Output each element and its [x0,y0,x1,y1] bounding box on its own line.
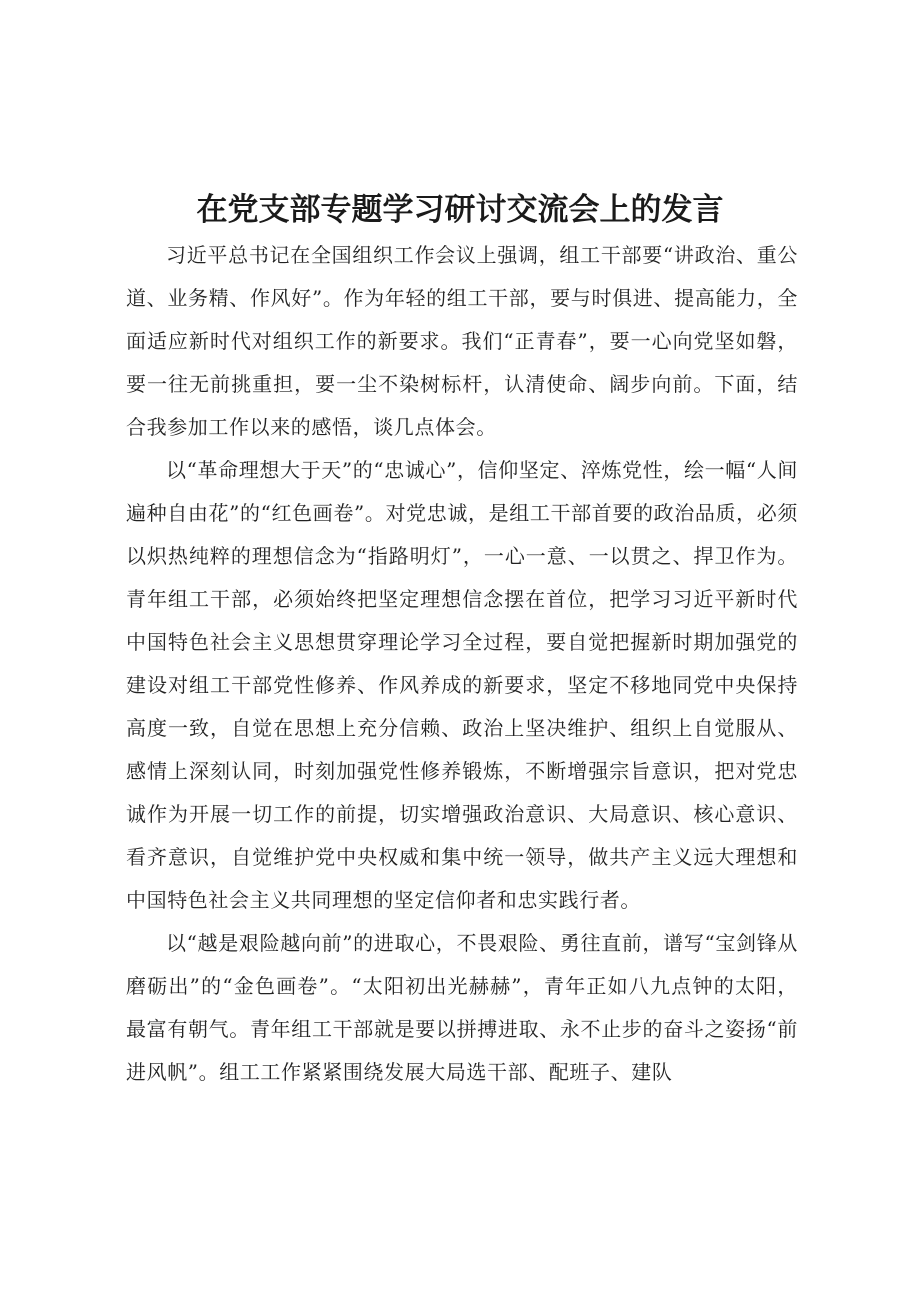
paragraph-3: 以“越是艰险越向前”的进取心，不畏艰险、勇往直前，谱写“宝剑锋从磨砺出”的“金色画卷”。“太阳初出光赫赫”，青年正如八九点钟的太阳，最富有朝气。青年组工干部就是要以拼搏进取、永不止步的奋斗之姿扬“前进风帆”。组工工作紧紧围绕发展大局选干部、配班子、建队 [126,931,798,1084]
document-body [126,234,798,1094]
paragraph-1: 习近平总书记在全国组织工作会议上强调，组工干部要“讲政治、重公道、业务精、作风好”。作为年轻的组工干部，要与时俱进、提高能力，全面适应新时代对组织工作的新要求。我们“正青春”，要一心向党坚如磐，要一往无前挑重担，要一尘不染树标杆，认清使命、阔步向前。下面，结合我参加工作以来的感悟，谈几点体会。 [126,243,798,439]
paragraph-2: 以“革命理想大于天”的“忠诚心”，信仰坚定、淬炼党性，绘一幅“人间遍种自由花”的“红色画卷”。对党忠诚，是组工干部首要的政治品质，必须以炽热纯粹的理想信念为“指路明灯”，一心一意、一以贯之、捍卫作为。青年组工干部，必须始终把坚定理想信念摆在首位，把学习习近平新时代中国特色社会主义思想贯穿理论学习全过程，要自觉把握新时期加强党的建设对组工干部党性修养、作风养成的新要求，坚定不移地同党中央保持高度一致，自觉在思想上充分信赖、政治上坚决维护、组织上自觉服从、感情上深刻认同，时刻加强党性修养锻炼，不断增强宗旨意识，把对党忠诚作为开展一切工作的前提，切实增强政治意识、大局意识、核心意识、看齐意识，自觉维护党中央权威和集中统一领导，做共产主义远大理想和中国特色社会主义共同理想的坚定信仰者和忠实践行者。 [126,458,798,912]
document-title: 在党支部专题学习研讨交流会上的发言 [196,192,724,228]
